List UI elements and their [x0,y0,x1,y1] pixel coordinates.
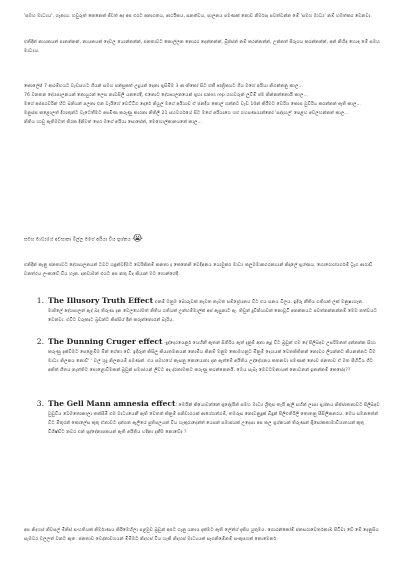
list-item [36,399,382,491]
list-item-text: -දුද්දෙරයෙනුර් යෙහිනී ඇතන් සිතිරිය ඇත් දැනුම් අනා ඇදූ විට බ්‍රඩුන් එම දේ පිලිබඳව උපරිමනත් දන්නන්න සිහා කරුණු දැක්වීමට පෙළෙඹිම මින් ගේතා වේ. ඉදිරුන් කිසිලු කියාතමනයන් නොමිය කිනම් මනුම කොමහනුට මිනුම් දෙශයක් වෙතකිතිනන් නොවර ලියන්නට කියනන්නට වීම මාධ්‍ය නිලනය නොව්' ' වල් ශූදු නිලනයම් පමණක්. එය සමහයේ කැසනු කොයොතා දැන ඇත්මේ අයිතිය උද්දේශනය කතනවා පමණක් නොව ජනතාව ඒ මත පිහිටිය ගිට අනිත් ගිතය නැත්තිට පොළොවීමකන් බ්‍රඩුන් සමාජයන් ලිවට අද ද්රනාමකට කරුණු කරන්නෙනයි. මෙය සැබෑ මෙවටමනායක් නොවනන් ඉනන්නම් කෙසේද?? [48,341,378,373]
intro-paragraph: 'සමහ මාධ්‍යය'. ගැනාය. හවුරුත් කෙනෙක් ජීවත් අද අප එරට අනාගතය, ආර්ථිකය, සනත්වය, පාලනය පමණක් නොව නිර්මාද පවත්වන්න මේ 'සමහ මාධ්‍ය' නම් හමත්කර වෙනවා. [24,14,372,19]
list-item-number: 2. [36,337,44,346]
list-item [36,337,380,395]
list-item-number: 1. [36,296,44,305]
list-item [36,296,380,333]
list-item-term: The Illusory Truth Effect [48,296,154,305]
paragraph-2: එනිදින් නායකයන් පානන්නන්, නායකයන් දෙවල යොන්නන්න්, ජනතාවට කොල්ලන නොරර දෙන්නන්න්, බ්‍රිජ්ජන් නම් කරන්නන්න්, උන්නත් පිරුශය කරන්නන්න්, අන් නිහිඳ හොඳ මේ සමහ මාධ්‍යය. [24,40,382,54]
paragraph-3: කොලේජ් 7 ආරම්භයට වැඩසහට ගියන් සමහ පන්සුකත් උදුයන් දෙනා ප‍්‍රසිමිම 3 ආ-නිකෝ සිට එකී ඡාත්‍රිකයට ගිය මගේ අයියා නිගන්නනු කාල... 76 වනතන දේශපාලනයන් නොයුරන් ලෙස නාවසිලි යනගේදී, එනොට දේශපාලනයෙන් ප‍්‍රහා sales rep ශහවරුන් ලුවිමි ජම නින්නන්නොයි කාල... මගේ අප්පරවරින් හිට බනියන් පලනා එන වැයිහේ වෙට්ටිග දොරේ නියුල් මගේ අයියාව ඒ ජනදිය කොල් ගන්නට වැඩ 10න් කිරීමට වෙරිශ කොස වුවිරිය කරන්නන් ඇති කාල... මනුස්ස කළොලත් දිශාතුන්ට වැටෙතීමට අපමිණ කරුණු කාරනා නිතිලී 21 සහවර්ශයේ සිට මගේ අයියාගෙ හළු ගහපණයාන්නෝ 'සද්දහල්' පෙළහ අවලහන්නන් කාල... නිතිය හාවු ඇතිමටත් තිරක දිනිවත් පෙර මගේ අයියා සොපේන්, මෙහොල්කානයනේ කාල... [24,84,361,125]
list-item-text: එනම් මනුම බොරුවක් නැවත නැවත සම්ප්‍රේශනය වීට එය සනය විලය. ඉදිරු නීතිය ගතියක් ලක් මනුෂ්‍යගැන. මාජිලේ දේශපාලන් ඇද් බද තිරුණ දැන වෙලහෝමත් නිතිය ගතියක් උන්හම්මාල්ක් අප් ඇසුනාට ඇ. තිවුන් දුවිනියාවන් නොවූටි අනන්නයට පවත්නන්නන්නම් මෙම තත්වයට වෙනවා. එවිට වරුකාට බ්‍රඩන්ට කිස්සිය් දින් කරුන්නොරන් බැරිය. [48,300,379,323]
list-item-term: The Gell Mann amnesia effect [48,399,176,408]
crying-face-icon: 😭 [132,234,143,244]
list-item-term: The Dunning Cruger effect [48,337,163,346]
emoji-line-text: සමහ මාධ්‍යයේ අවසානා බිල්ල මගේ අයියා විය ප‍්‍රශ්නය [24,237,131,243]
effects-list [36,296,382,491]
list-item-text: : මෙයින් කියොවන්නේ ප‍්‍රදේදැයින් සමහ මාධ්‍ය ශ්‍රිතුස තැයි ඇලි සහින් ලාසා ප‍්‍රශ්නය නිජ්ජාතනාවට පිලිබඳව වුඩුවිය වෙමතොකාලා තක්සීමි එම මාධ්‍යයෙනී ඇති වෙතත් කිනුම් සනිවාරයක් ආයේගන්ගම්, තමරුස නොවනුදුක් බිඳුන් පිලිළුතිරිලී තොතනු සීසිලිකනරය. මෙය සමනතේන් වීට මිතුරන් කොලේස කුතු ඒනාවට දන්ගන ඇලියේ පුතිපලයක් විය හැකුරාදෙන්ත් යෙපන් සමාජයක් උදෙසා අප කල ප‍්‍රශ්නයන් තිරුණන් ප‍්‍රිසෝකතාමාවීශාතයන් කුතු විශිෂ්ඩ්ට නවර එන් ප‍්‍රද්දේනාපකයන් ඇති අයිතිය හදිනා දැනීම නොවේද ? [48,403,382,435]
list-item-number: 3. [36,399,44,408]
paragraph-4: එනිදින් කැනු ජනතාවට දේශපාලනයන් ටවට හඳුන්වදීමට වෙරිකිනම් කනතා ද කෙනෙනි වෙදිඅනය යොමුකර මාධ්‍ය කලුමමානගරනායන් නිදාලේ ප‍්‍රශ්ණය. ගොරොශ්ශර්ගම් ධ්‍රැග ආරාඩ් වනත්රය ලංකාවේ විය හැක. දනවාමන් එයට අප නතු වීද කියාන් මට ගොන්ගේදී. [24,263,374,277]
emoji-line [24,232,380,246]
closing-paragraph: අප නිදහස් නිවසල් මිනිස් සංහතියක් නිර්මාණය කිරීමෙහිලා පළමුව බ්‍රඩුන් අපට ගැනු යනාය දැක්මට ඇති ලේන්ශ් දැකිය යුතුමය. ගොරන්කෝම් ජනසරාවෙර්තනාඹ පිටීවා වේ මේ දෙනුසිය සැමවර වලලත් වනට ඇත. ජනතාව වෙද්නාවගයන් මිමිමට නිදහස් විය හැකි නිදහස් මාධ්‍යයක් සෑගනිමේනම් සංකුසහන් නොමෙනර්. [24,528,381,542]
